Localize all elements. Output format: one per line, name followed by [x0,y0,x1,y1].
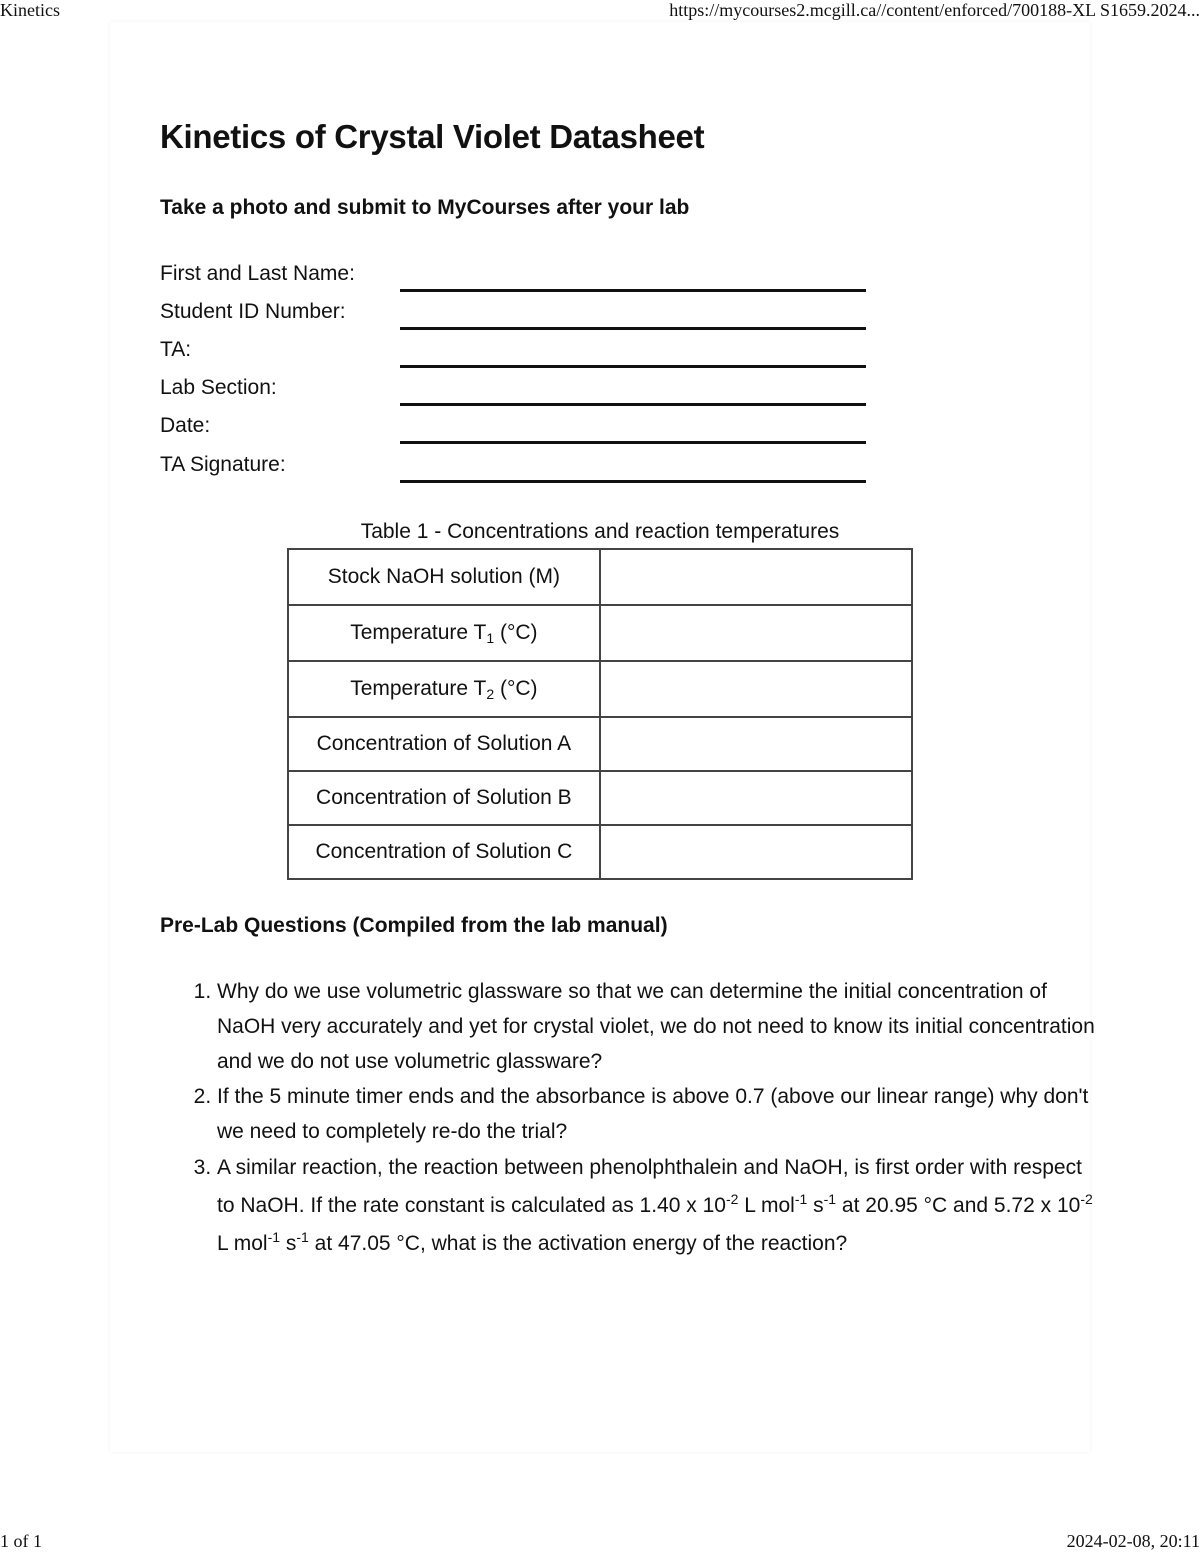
field-ta-signature[interactable] [160,453,870,483]
print-footer-datetime: 2024-02-08, 20:11 [1066,1531,1200,1551]
table-cell-input[interactable] [600,717,912,771]
q3-text: L mol [738,1194,795,1217]
label-text: Temperature T [350,677,487,700]
table-cell-label [288,661,600,717]
table-cell-input[interactable] [600,825,912,879]
q3-text: at 20.95 °C and 5.72 x 10 [836,1194,1081,1217]
field-underline[interactable] [400,480,866,483]
q3-superscript: -2 [1080,1191,1093,1207]
field-label: Date: [160,414,211,437]
field-label: TA Signature: [160,453,286,476]
q3-superscript: -1 [794,1191,808,1207]
field-label: Lab Section: [160,376,277,399]
field-first-last-name[interactable] [160,262,870,292]
table-row [288,717,912,771]
field-ta[interactable] [160,338,870,368]
label-subscript: 1 [486,630,495,646]
table-row [288,661,912,717]
q3-superscript: -1 [267,1229,281,1245]
q3-superscript: -1 [296,1229,309,1245]
field-underline[interactable] [400,365,866,368]
q3-text: s [807,1194,824,1217]
page-subtitle: Take a photo and submit to MyCourses after your lab [160,196,690,219]
table-cell-input[interactable] [600,661,912,717]
label-unit: (°C) [494,677,538,700]
table-cell-label: Stock NaOH solution (M) [288,549,600,605]
field-label: Student ID Number: [160,300,346,323]
table-cell-label [288,605,600,661]
prelab-question-3 [217,1149,1097,1263]
print-footer-page: 1 of 1 [0,1531,42,1551]
table-cell-label: Concentration of Solution B [288,771,600,825]
table-caption: Table 1 - Concentrations and reaction temperatures [360,520,840,543]
field-underline[interactable] [400,441,866,444]
prelab-question-list [160,974,1097,1263]
label-unit: (°C) [494,621,538,644]
table-row [288,825,912,879]
field-underline[interactable] [400,403,866,406]
label-subscript: 2 [486,686,495,702]
q3-text: L mol [217,1232,268,1255]
print-header-title: Kinetics [0,0,60,20]
prelab-heading: Pre-Lab Questions (Compiled from the lab manual) [160,914,668,937]
prelab-question-1: 1. Why do we use volumetric glassware so that we can determine the initial concentration of NaOH very accurately and yet for crystal violet, we do not need to know its initial concentration and we do not use volumetric glassware? [217,974,1097,1079]
prelab-question-2: 2. If the 5 minute timer ends and the absorbance is above 0.7 (above our linear range) why don't we need to completely re-do the trial? [217,1079,1097,1149]
field-label: First and Last Name: [160,262,355,285]
table-cell-label: Concentration of Solution C [288,825,600,879]
q3-superscript: -2 [725,1191,739,1207]
table-row [288,771,912,825]
table-cell-input[interactable] [600,549,912,605]
table-cell-label: Concentration of Solution A [288,717,600,771]
print-header-url: https://mycourses2.mcgill.ca//content/enforced/700188-XL S1659.2024... [669,0,1200,20]
table-cell-input[interactable] [600,771,912,825]
table-cell-input[interactable] [600,605,912,661]
field-underline[interactable] [400,289,866,292]
table-row [288,549,912,605]
page-title: Kinetics of Crystal Violet Datasheet [160,118,705,155]
label-text: Temperature T [350,621,487,644]
field-student-id[interactable] [160,300,870,330]
q3-text: A similar reaction, the reaction between phenolphthalein and NaOH, is first order with respect to NaOH. If the rate constant is calculated as 1.40 x 10 [217,1156,1082,1217]
q3-text: s [280,1232,297,1255]
table-row [288,605,912,661]
q3-superscript: -1 [823,1191,837,1207]
field-date[interactable] [160,414,870,444]
field-lab-section[interactable] [160,376,870,406]
q3-text: at 47.05 °C, what is the activation energy of the reaction? [308,1232,848,1255]
field-label: TA: [160,338,192,361]
field-underline[interactable] [400,327,866,330]
concentrations-table [287,548,913,880]
